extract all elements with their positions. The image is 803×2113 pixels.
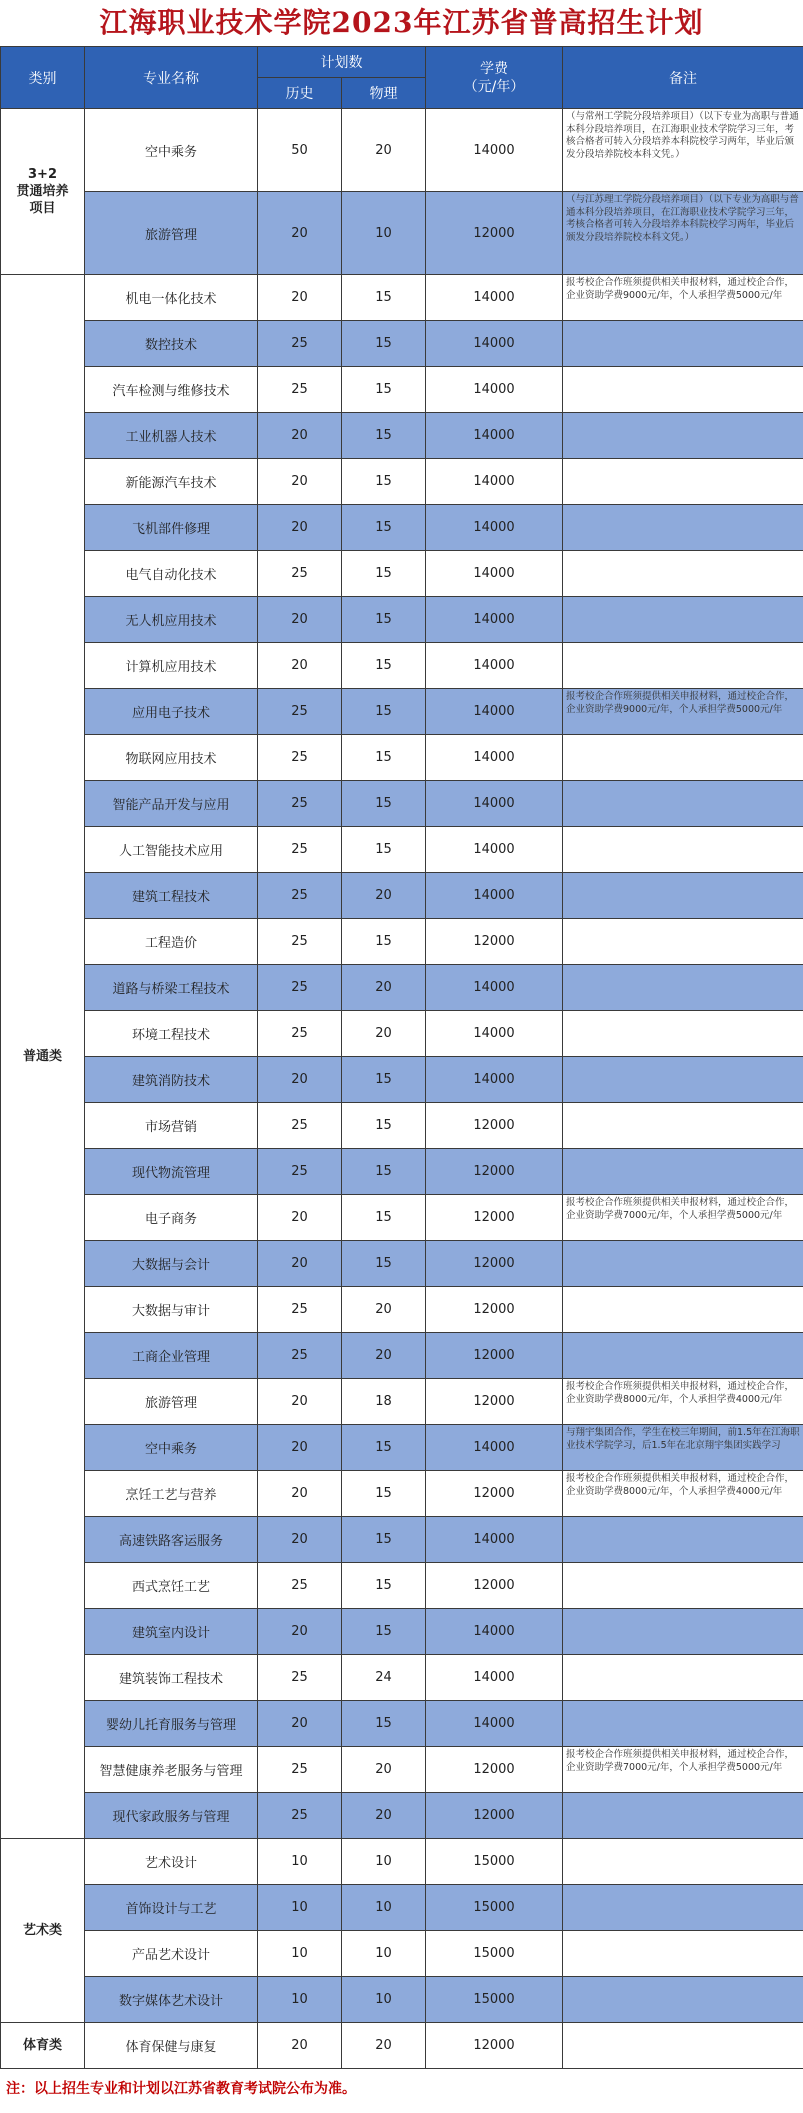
history-count-cell: 20 [258, 1241, 342, 1287]
major-cell: 数控技术 [85, 321, 258, 367]
major-cell: 旅游管理 [85, 192, 258, 275]
tuition-fee-cell: 14000 [426, 1517, 563, 1563]
remark-cell [563, 735, 803, 781]
physics-count-cell: 15 [342, 1057, 426, 1103]
tuition-fee-cell: 14000 [426, 1701, 563, 1747]
table-row [1, 1839, 803, 1885]
category-cell: 艺术类 [1, 1839, 85, 2023]
remark-cell [563, 1793, 803, 1839]
table-row [1, 1379, 803, 1425]
header-fee [426, 47, 563, 109]
major-cell: 人工智能技术应用 [85, 827, 258, 873]
table-row [1, 109, 803, 192]
history-count-cell: 25 [258, 735, 342, 781]
table-row [1, 1103, 803, 1149]
major-cell: 大数据与审计 [85, 1287, 258, 1333]
remark-cell [563, 827, 803, 873]
history-count-cell: 20 [258, 1471, 342, 1517]
remark-cell [563, 2023, 803, 2069]
tuition-fee-cell: 14000 [426, 597, 563, 643]
remark-cell: （与常州工学院分段培养项目）（以下专业为高职与普通本科分段培养项目，在江海职业技术学院学习三年，考核合格者可转入分段培养本科院校学习两年，毕业后颁发分段培养院校本科文凭。） [563, 109, 803, 192]
physics-count-cell: 10 [342, 1885, 426, 1931]
table-row [1, 781, 803, 827]
remark-cell [563, 1011, 803, 1057]
physics-count-cell: 15 [342, 597, 426, 643]
remark-cell: 报考校企合作班须提供相关申报材料，通过校企合作，企业资助学费7000元/年，个人承担学费5000元/年 [563, 1747, 803, 1793]
history-count-cell: 20 [258, 1057, 342, 1103]
tuition-fee-cell: 12000 [426, 2023, 563, 2069]
tuition-fee-cell: 14000 [426, 459, 563, 505]
table-row [1, 597, 803, 643]
tuition-fee-cell: 12000 [426, 1563, 563, 1609]
tuition-fee-cell: 14000 [426, 1609, 563, 1655]
tuition-fee-cell: 12000 [426, 1793, 563, 1839]
major-cell: 应用电子技术 [85, 689, 258, 735]
table-row [1, 1011, 803, 1057]
table-row [1, 1333, 803, 1379]
major-cell: 建筑装饰工程技术 [85, 1655, 258, 1701]
table-row [1, 1517, 803, 1563]
table-row [1, 367, 803, 413]
tuition-fee-cell: 14000 [426, 321, 563, 367]
physics-count-cell: 15 [342, 781, 426, 827]
history-count-cell: 10 [258, 1885, 342, 1931]
history-count-cell: 25 [258, 1333, 342, 1379]
tuition-fee-cell: 14000 [426, 1011, 563, 1057]
physics-count-cell: 15 [342, 1195, 426, 1241]
remark-cell [563, 1287, 803, 1333]
history-count-cell: 25 [258, 965, 342, 1011]
remark-cell [563, 1103, 803, 1149]
remark-cell [563, 1977, 803, 2023]
remark-cell: 报考校企合作班须提供相关申报材料，通过校企合作，企业资助学费9000元/年，个人承担学费5000元/年 [563, 689, 803, 735]
major-cell: 计算机应用技术 [85, 643, 258, 689]
remark-cell [563, 1333, 803, 1379]
major-cell: 物联网应用技术 [85, 735, 258, 781]
physics-count-cell: 20 [342, 109, 426, 192]
major-cell: 空中乘务 [85, 109, 258, 192]
major-cell: 无人机应用技术 [85, 597, 258, 643]
major-cell: 旅游管理 [85, 1379, 258, 1425]
remark-cell: 报考校企合作班须提供相关申报材料，通过校企合作，企业资助学费8000元/年，个人承担学费4000元/年 [563, 1471, 803, 1517]
table-row [1, 643, 803, 689]
major-cell: 建筑工程技术 [85, 873, 258, 919]
header-physics: 物理 [342, 78, 426, 109]
physics-count-cell: 20 [342, 1011, 426, 1057]
physics-count-cell: 15 [342, 919, 426, 965]
remark-cell [563, 1241, 803, 1287]
table-row [1, 919, 803, 965]
physics-count-cell: 15 [342, 413, 426, 459]
table-row [1, 551, 803, 597]
category-cell: 普通类 [1, 275, 85, 1839]
history-count-cell: 25 [258, 689, 342, 735]
table-row [1, 413, 803, 459]
major-cell: 现代家政服务与管理 [85, 1793, 258, 1839]
tuition-fee-cell: 12000 [426, 1333, 563, 1379]
history-count-cell: 20 [258, 459, 342, 505]
tuition-fee-cell: 14000 [426, 413, 563, 459]
physics-count-cell: 15 [342, 1517, 426, 1563]
remark-cell [563, 551, 803, 597]
history-count-cell: 20 [258, 275, 342, 321]
major-cell: 现代物流管理 [85, 1149, 258, 1195]
history-count-cell: 20 [258, 1517, 342, 1563]
major-cell: 电子商务 [85, 1195, 258, 1241]
remark-cell: 与翔宇集团合作，学生在校三年期间，前1.5年在江海职业技术学院学习，后1.5年在北京翔宇集团实践学习 [563, 1425, 803, 1471]
tuition-fee-cell: 15000 [426, 1977, 563, 2023]
physics-count-cell: 20 [342, 965, 426, 1011]
tuition-fee-cell: 14000 [426, 873, 563, 919]
tuition-fee-cell: 12000 [426, 1747, 563, 1793]
history-count-cell: 25 [258, 1563, 342, 1609]
remark-cell [563, 1885, 803, 1931]
table-row [1, 1609, 803, 1655]
history-count-cell: 10 [258, 1839, 342, 1885]
history-count-cell: 20 [258, 1609, 342, 1655]
history-count-cell: 25 [258, 321, 342, 367]
major-cell: 数字媒体艺术设计 [85, 1977, 258, 2023]
physics-count-cell: 15 [342, 1701, 426, 1747]
remark-cell: 报考校企合作班须提供相关申报材料，通过校企合作，企业资助学费8000元/年，个人承担学费4000元/年 [563, 1379, 803, 1425]
tuition-fee-cell: 14000 [426, 551, 563, 597]
physics-count-cell: 20 [342, 2023, 426, 2069]
remark-cell [563, 919, 803, 965]
remark-cell [563, 1149, 803, 1195]
major-cell: 市场营销 [85, 1103, 258, 1149]
major-cell: 飞机部件修理 [85, 505, 258, 551]
physics-count-cell: 15 [342, 1241, 426, 1287]
physics-count-cell: 20 [342, 1793, 426, 1839]
major-cell: 婴幼儿托育服务与管理 [85, 1701, 258, 1747]
major-cell: 电气自动化技术 [85, 551, 258, 597]
table-row [1, 1471, 803, 1517]
table-row [1, 1149, 803, 1195]
major-cell: 工业机器人技术 [85, 413, 258, 459]
physics-count-cell: 15 [342, 551, 426, 597]
history-count-cell: 25 [258, 1103, 342, 1149]
table-row [1, 873, 803, 919]
category-cell: 3+2 贯通培养 项目 [1, 109, 85, 275]
major-cell: 工商企业管理 [85, 1333, 258, 1379]
tuition-fee-cell: 14000 [426, 505, 563, 551]
physics-count-cell: 20 [342, 1287, 426, 1333]
major-cell: 智慧健康养老服务与管理 [85, 1747, 258, 1793]
major-cell: 大数据与会计 [85, 1241, 258, 1287]
tuition-fee-cell: 14000 [426, 827, 563, 873]
tuition-fee-cell: 14000 [426, 689, 563, 735]
remark-cell [563, 459, 803, 505]
history-count-cell: 25 [258, 551, 342, 597]
tuition-fee-cell: 12000 [426, 1241, 563, 1287]
physics-count-cell: 15 [342, 367, 426, 413]
physics-count-cell: 15 [342, 505, 426, 551]
table-row [1, 735, 803, 781]
table-row [1, 1793, 803, 1839]
header-major: 专业名称 [85, 47, 258, 109]
tuition-fee-cell: 12000 [426, 1195, 563, 1241]
remark-cell [563, 643, 803, 689]
table-row [1, 689, 803, 735]
table-row [1, 1977, 803, 2023]
category-cell: 体育类 [1, 2023, 85, 2069]
tuition-fee-cell: 15000 [426, 1931, 563, 1977]
tuition-fee-cell: 12000 [426, 919, 563, 965]
remark-cell [563, 413, 803, 459]
physics-count-cell: 15 [342, 1563, 426, 1609]
remark-cell [563, 1701, 803, 1747]
remark-cell [563, 321, 803, 367]
table-row [1, 192, 803, 275]
history-count-cell: 25 [258, 1747, 342, 1793]
table-row [1, 275, 803, 321]
history-count-cell: 25 [258, 1655, 342, 1701]
table-body [1, 109, 803, 2069]
tuition-fee-cell: 14000 [426, 965, 563, 1011]
major-cell: 新能源汽车技术 [85, 459, 258, 505]
physics-count-cell: 15 [342, 1609, 426, 1655]
history-count-cell: 25 [258, 1793, 342, 1839]
physics-count-cell: 15 [342, 643, 426, 689]
major-cell: 工程造价 [85, 919, 258, 965]
physics-count-cell: 15 [342, 735, 426, 781]
history-count-cell: 25 [258, 827, 342, 873]
major-cell: 建筑室内设计 [85, 1609, 258, 1655]
physics-count-cell: 10 [342, 192, 426, 275]
remark-cell [563, 367, 803, 413]
table-row [1, 1885, 803, 1931]
remark-cell [563, 781, 803, 827]
table-row [1, 1931, 803, 1977]
physics-count-cell: 15 [342, 321, 426, 367]
remark-cell [563, 505, 803, 551]
physics-count-cell: 15 [342, 827, 426, 873]
header-remark: 备注 [563, 47, 803, 109]
tuition-fee-cell: 14000 [426, 781, 563, 827]
remark-cell [563, 1563, 803, 1609]
table-row [1, 1747, 803, 1793]
page-title: 江海职业技术学院2023年江苏省普高招生计划 [99, 6, 704, 39]
history-count-cell: 20 [258, 597, 342, 643]
tuition-fee-cell: 14000 [426, 1655, 563, 1701]
tuition-fee-cell: 14000 [426, 275, 563, 321]
history-count-cell: 20 [258, 192, 342, 275]
major-cell: 艺术设计 [85, 1839, 258, 1885]
major-cell: 体育保健与康复 [85, 2023, 258, 2069]
history-count-cell: 20 [258, 1425, 342, 1471]
major-cell: 环境工程技术 [85, 1011, 258, 1057]
tuition-fee-cell: 15000 [426, 1885, 563, 1931]
physics-count-cell: 20 [342, 1333, 426, 1379]
history-count-cell: 25 [258, 919, 342, 965]
remark-cell [563, 1057, 803, 1103]
footer-note: 注：以上招生专业和计划以江苏省教育考试院公布为准。 [6, 2081, 356, 2097]
physics-count-cell: 18 [342, 1379, 426, 1425]
table-header [1, 47, 803, 109]
major-cell: 首饰设计与工艺 [85, 1885, 258, 1931]
remark-cell [563, 1839, 803, 1885]
header-plan: 计划数 [258, 47, 426, 78]
table-row [1, 1655, 803, 1701]
major-cell: 产品艺术设计 [85, 1931, 258, 1977]
header-category: 类别 [1, 47, 85, 109]
table-row [1, 459, 803, 505]
table-row [1, 1563, 803, 1609]
table-row [1, 321, 803, 367]
physics-count-cell: 15 [342, 1425, 426, 1471]
tuition-fee-cell: 15000 [426, 1839, 563, 1885]
physics-count-cell: 20 [342, 873, 426, 919]
tuition-fee-cell: 12000 [426, 1287, 563, 1333]
remark-cell [563, 597, 803, 643]
enrollment-plan-table [0, 46, 803, 2069]
physics-count-cell: 20 [342, 1747, 426, 1793]
remark-cell: 报考校企合作班须提供相关申报材料，通过校企合作，企业资助学费9000元/年，个人承担学费5000元/年 [563, 275, 803, 321]
major-cell: 汽车检测与维修技术 [85, 367, 258, 413]
remark-cell: 报考校企合作班须提供相关申报材料，通过校企合作，企业资助学费7000元/年，个人承担学费5000元/年 [563, 1195, 803, 1241]
physics-count-cell: 15 [342, 689, 426, 735]
history-count-cell: 25 [258, 1149, 342, 1195]
table-row [1, 965, 803, 1011]
major-cell: 西式烹饪工艺 [85, 1563, 258, 1609]
major-cell: 高速铁路客运服务 [85, 1517, 258, 1563]
history-count-cell: 20 [258, 1195, 342, 1241]
header-history: 历史 [258, 78, 342, 109]
tuition-fee-cell: 12000 [426, 192, 563, 275]
physics-count-cell: 10 [342, 1931, 426, 1977]
table-row [1, 1057, 803, 1103]
table-row [1, 1287, 803, 1333]
history-count-cell: 10 [258, 1977, 342, 2023]
remark-cell [563, 1931, 803, 1977]
remark-cell [563, 1655, 803, 1701]
remark-cell [563, 1517, 803, 1563]
history-count-cell: 20 [258, 2023, 342, 2069]
remark-cell [563, 965, 803, 1011]
tuition-fee-cell: 12000 [426, 1103, 563, 1149]
major-cell: 道路与桥梁工程技术 [85, 965, 258, 1011]
tuition-fee-cell: 14000 [426, 643, 563, 689]
tuition-fee-cell: 12000 [426, 1149, 563, 1195]
history-count-cell: 20 [258, 413, 342, 459]
physics-count-cell: 15 [342, 459, 426, 505]
tuition-fee-cell: 14000 [426, 109, 563, 192]
table-row [1, 1241, 803, 1287]
history-count-cell: 25 [258, 1287, 342, 1333]
history-count-cell: 20 [258, 643, 342, 689]
table-row [1, 1425, 803, 1471]
remark-cell: （与江苏理工学院分段培养项目）（以下专业为高职与普通本科分段培养项目，在江海职业技术学院学习三年，考核合格者可转入分段培养本科院校学习两年，毕业后颁发分段培养院校本科文凭。） [563, 192, 803, 275]
tuition-fee-cell: 14000 [426, 1057, 563, 1103]
table-row [1, 505, 803, 551]
remark-cell [563, 1609, 803, 1655]
table-row [1, 827, 803, 873]
tuition-fee-cell: 14000 [426, 735, 563, 781]
history-count-cell: 25 [258, 873, 342, 919]
tuition-fee-cell: 14000 [426, 367, 563, 413]
history-count-cell: 20 [258, 505, 342, 551]
tuition-fee-cell: 12000 [426, 1471, 563, 1517]
table-row [1, 2023, 803, 2069]
physics-count-cell: 10 [342, 1839, 426, 1885]
major-cell: 建筑消防技术 [85, 1057, 258, 1103]
tuition-fee-cell: 14000 [426, 1425, 563, 1471]
table-row [1, 1195, 803, 1241]
history-count-cell: 25 [258, 1011, 342, 1057]
physics-count-cell: 15 [342, 1471, 426, 1517]
history-count-cell: 20 [258, 1701, 342, 1747]
major-cell: 烹饪工艺与营养 [85, 1471, 258, 1517]
history-count-cell: 20 [258, 1379, 342, 1425]
physics-count-cell: 15 [342, 1103, 426, 1149]
remark-cell [563, 873, 803, 919]
history-count-cell: 50 [258, 109, 342, 192]
tuition-fee-cell: 12000 [426, 1379, 563, 1425]
history-count-cell: 25 [258, 781, 342, 827]
physics-count-cell: 24 [342, 1655, 426, 1701]
major-cell: 机电一体化技术 [85, 275, 258, 321]
major-cell: 空中乘务 [85, 1425, 258, 1471]
major-cell: 智能产品开发与应用 [85, 781, 258, 827]
header-fee-label: 学费 （元/年） [463, 60, 525, 95]
history-count-cell: 25 [258, 367, 342, 413]
physics-count-cell: 15 [342, 1149, 426, 1195]
table-row [1, 1701, 803, 1747]
history-count-cell: 10 [258, 1931, 342, 1977]
physics-count-cell: 10 [342, 1977, 426, 2023]
physics-count-cell: 15 [342, 275, 426, 321]
